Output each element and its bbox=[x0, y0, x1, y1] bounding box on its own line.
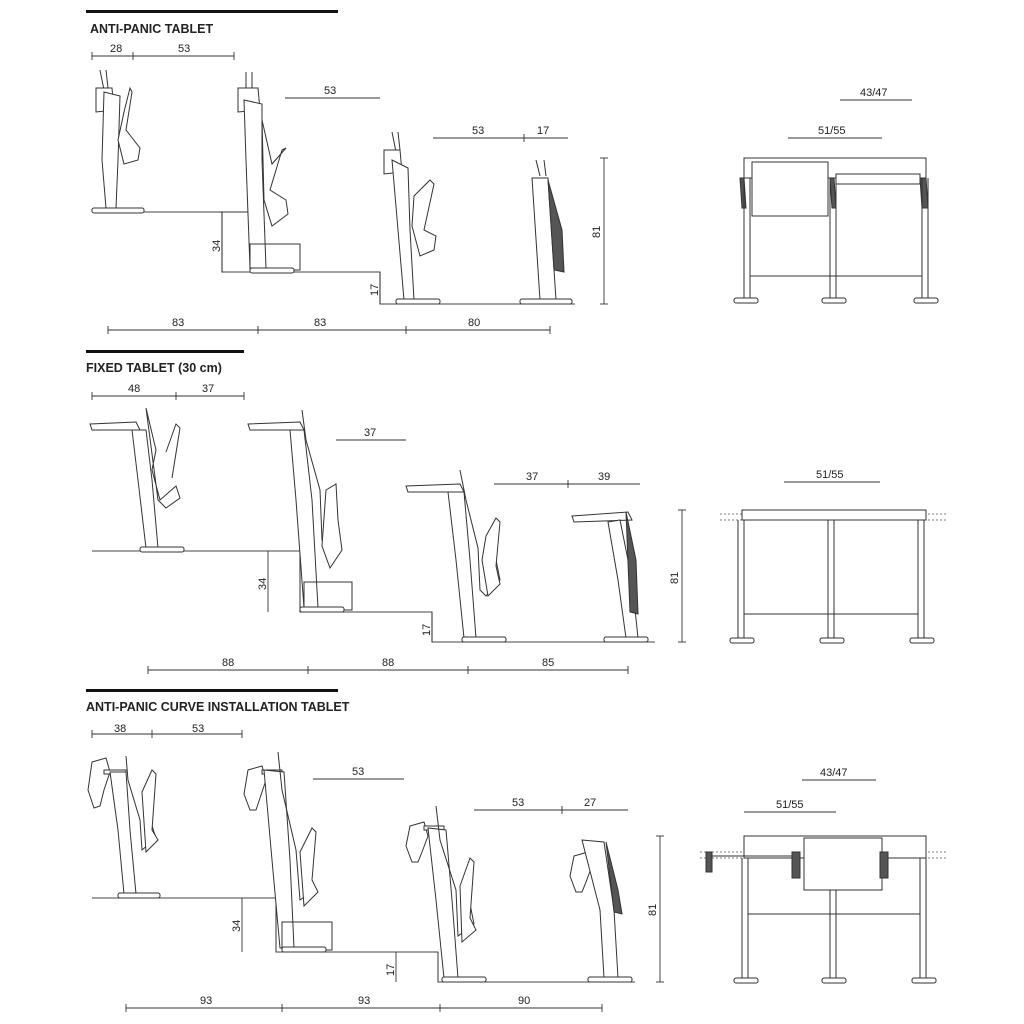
step-height-17 bbox=[385, 952, 397, 982]
front-view bbox=[720, 469, 946, 643]
dim-label: 37 bbox=[364, 427, 377, 439]
chair-folded-tablet bbox=[238, 72, 300, 273]
chair-curve-tablet bbox=[406, 806, 486, 982]
section-anti-panic-curve-tablet bbox=[86, 689, 946, 1012]
title-bar bbox=[86, 350, 244, 353]
dim-label: 34 bbox=[211, 239, 223, 252]
step-height-34 bbox=[211, 212, 250, 272]
section-title: ANTI-PANIC TABLET bbox=[90, 22, 214, 36]
chair-folded-tablet bbox=[384, 132, 440, 304]
mid-dimension bbox=[336, 427, 640, 488]
dim-label: 81 bbox=[669, 571, 681, 584]
dim-label: 51/55 bbox=[816, 469, 844, 481]
top-dimension bbox=[92, 723, 242, 738]
step-height-17 bbox=[421, 612, 433, 642]
mid-dimension bbox=[313, 766, 628, 814]
section-fixed-tablet bbox=[86, 350, 946, 674]
chair-fixed-tablet bbox=[406, 470, 506, 642]
front-view bbox=[700, 767, 946, 983]
height-dimension bbox=[591, 158, 608, 304]
dim-label: 53 bbox=[352, 766, 365, 778]
dim-label: 37 bbox=[202, 383, 215, 395]
bottom-dimension bbox=[148, 657, 628, 674]
dim-label: 17 bbox=[421, 623, 433, 636]
title-bar bbox=[86, 689, 338, 692]
dim-label: 88 bbox=[222, 657, 235, 669]
chair-front-row bbox=[570, 840, 632, 982]
dim-label: 34 bbox=[231, 919, 243, 932]
dim-label: 93 bbox=[200, 995, 213, 1007]
dim-label: 48 bbox=[128, 383, 141, 395]
dim-label: 37 bbox=[526, 471, 539, 483]
stepped-floor bbox=[92, 212, 575, 304]
dim-label: 17 bbox=[537, 125, 550, 137]
dim-label: 81 bbox=[591, 225, 603, 238]
step-height-34 bbox=[257, 551, 269, 612]
mid-dimension bbox=[285, 85, 568, 142]
bottom-dimension bbox=[108, 317, 550, 334]
stepped-floor bbox=[92, 551, 655, 642]
stepped-floor bbox=[92, 898, 635, 982]
chair-fixed-tablet bbox=[90, 408, 184, 552]
dim-label: 93 bbox=[358, 995, 371, 1007]
dim-label: 53 bbox=[324, 85, 337, 97]
dim-label: 80 bbox=[468, 317, 481, 329]
dim-label: 83 bbox=[172, 317, 185, 329]
dim-label: 28 bbox=[110, 43, 123, 55]
dim-label: 43/47 bbox=[860, 87, 888, 99]
title-bar bbox=[86, 10, 338, 13]
dim-label: 53 bbox=[178, 43, 191, 55]
chair-folded-tablet bbox=[92, 70, 144, 213]
dim-label: 53 bbox=[192, 723, 205, 735]
dim-label: 43/47 bbox=[820, 767, 848, 779]
dim-label: 17 bbox=[369, 283, 381, 296]
chair-curve-tablet bbox=[88, 756, 160, 898]
top-dimension bbox=[92, 383, 244, 400]
dim-label: 53 bbox=[512, 797, 525, 809]
dim-label: 53 bbox=[472, 125, 485, 137]
bottom-dimension bbox=[126, 995, 602, 1012]
chair-curve-tablet bbox=[244, 752, 332, 952]
top-dimension bbox=[92, 43, 234, 60]
height-dimension bbox=[669, 510, 686, 642]
front-view bbox=[734, 87, 938, 303]
dim-label: 17 bbox=[385, 963, 397, 976]
step-height-17 bbox=[369, 272, 381, 304]
section-title: FIXED TABLET (30 cm) bbox=[86, 361, 222, 375]
dim-label: 38 bbox=[114, 723, 127, 735]
chair-front-row bbox=[572, 512, 648, 642]
section-anti-panic-tablet bbox=[86, 10, 938, 334]
dim-label: 51/55 bbox=[776, 799, 804, 811]
dim-label: 85 bbox=[542, 657, 555, 669]
dim-label: 90 bbox=[518, 995, 531, 1007]
dim-label: 81 bbox=[647, 903, 659, 916]
dim-label: 34 bbox=[257, 577, 269, 590]
chair-front-row bbox=[520, 160, 572, 304]
dim-label: 83 bbox=[314, 317, 327, 329]
dim-label: 27 bbox=[584, 797, 597, 809]
height-dimension bbox=[647, 836, 664, 982]
dim-label: 88 bbox=[382, 657, 395, 669]
dim-label: 51/55 bbox=[818, 125, 846, 137]
section-title: ANTI-PANIC CURVE INSTALLATION TABLET bbox=[86, 700, 350, 714]
dim-label: 39 bbox=[598, 471, 611, 483]
step-height-34 bbox=[231, 898, 243, 952]
